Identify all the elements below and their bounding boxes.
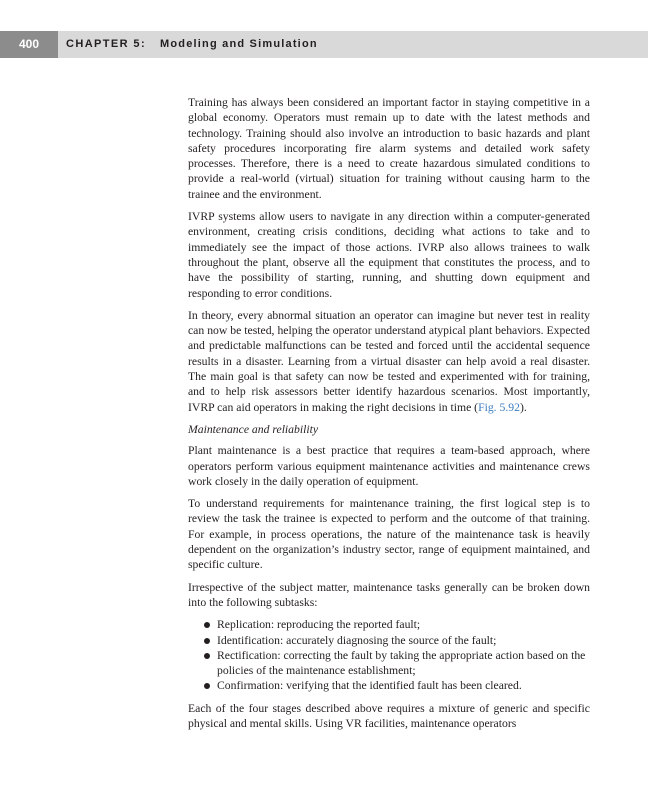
- paragraph-requirements: To understand requirements for maintenance training, the first logical step is to review the task the trainee is expected to perform and the outcome of that training. For example, in process operations, the nature of the maintenance task is heavily dependent on the organization’s industry sector, range of equipment maintained, and specific culture.: [188, 497, 590, 572]
- list-item-text: Identification: accurately diagnosing the source of the fault;: [217, 633, 497, 647]
- figure-link[interactable]: Fig. 5.92: [478, 400, 520, 414]
- bullet-icon: [204, 683, 210, 689]
- paragraph-training: Training has always been considered an important factor in staying competitive in a global economy. Operators must remain up to date with the latest methods and technology. Training should also involve an introduction to basic hazards and plant safety procedures incorporating fire alarm systems and detailed work safety processes. Therefore, there is a need to create hazardous simulated conditions to provide a real-world (virtual) situation for training without causing harm to the trainee and the environment.: [188, 96, 590, 201]
- list-item-text: Rectification: correcting the fault by taking the appropriate action based on the policies of the maintenance establishment;: [217, 648, 586, 678]
- list-item-text: Replication: reproducing the reported fault;: [217, 618, 421, 632]
- list-item: [204, 678, 590, 693]
- body-text: [188, 95, 590, 738]
- paragraph-subtasks-intro: Irrespective of the subject matter, maintenance tasks generally can be broken down into the following subtasks:: [188, 580, 590, 609]
- paragraph-abnormal-text: In theory, every abnormal situation an operator can imagine but never test in reality can now be tested, helping the operator understand atypical plant behaviors. Expected and predictable malfunctions can be tested and forced until the accidental sequence results in a disaster. Learning from a virtual disaster can help avoid a real disaster. The main goal is that safety can now be tested and experimented with for training, and to help risk assessors better identify hazardous scenarios. Most importantly, IVRP can aid operators in making the right decisions in time (: [188, 308, 590, 414]
- chapter-heading: [66, 31, 318, 58]
- list-item-text: Confirmation: verifying that the identified fault has been cleared.: [217, 679, 522, 693]
- paragraph-abnormal-situations: [188, 308, 590, 415]
- page-number: 400: [0, 31, 58, 58]
- paragraph-ivrp-systems: IVRP systems allow users to navigate in any direction within a computer-generated environment, creating crisis conditions, deciding what actions to take and to immediately see the impact of those actions. IVRP also allows trainees to walk throughout the plant, observe all the equipment that constitutes the process, and to have the possibility of starting, running, and shutting down equipment and responding to error conditions.: [188, 210, 590, 300]
- bullet-icon: [204, 653, 210, 659]
- paragraph-four-stages: Each of the four stages described above requires a mixture of generic and specific physical and mental skills. Using VR facilities, maintenance operators: [188, 701, 590, 730]
- bullet-icon: [204, 622, 210, 628]
- chapter-label: CHAPTER 5:: [66, 38, 147, 50]
- paragraph-abnormal-end: ).: [519, 400, 527, 414]
- list-item: [204, 617, 590, 632]
- running-header: [0, 31, 648, 58]
- list-item: [204, 648, 590, 679]
- chapter-title: Modeling and Simulation: [160, 38, 318, 50]
- paragraph-plant-maintenance: Plant maintenance is a best practice that requires a team-based approach, where operators perform various equipment maintenance activities and maintenance crews work closely in the daily operation of equipment.: [188, 444, 590, 488]
- list-item: [204, 633, 590, 648]
- bullet-icon: [204, 638, 210, 644]
- subtask-list: [188, 617, 590, 693]
- section-subheading: Maintenance and reliability: [188, 422, 319, 436]
